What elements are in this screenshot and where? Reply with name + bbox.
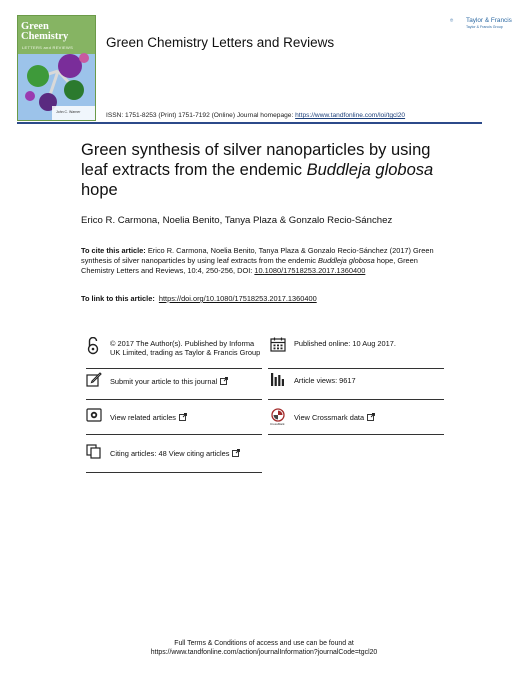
header-divider — [17, 122, 482, 124]
cover-subtitle: LETTERS and REVIEWS — [22, 45, 74, 50]
title-part2: hope — [81, 181, 118, 199]
related-articles-icon — [86, 408, 102, 423]
external-link-icon — [179, 413, 187, 421]
bar-chart-icon — [270, 372, 286, 387]
published-cell — [270, 337, 450, 357]
crossmark-cell[interactable] — [270, 408, 450, 428]
journal-name: Green Chemistry Letters and Reviews — [106, 35, 335, 50]
article-views-text: Article views: 9617 — [294, 376, 356, 385]
divider — [86, 399, 262, 400]
citation-label: To cite this article: — [81, 246, 146, 255]
cover-author: John C. Warner — [56, 110, 81, 114]
divider — [268, 399, 444, 400]
copyright-text: © 2017 The Author(s). Published by Informa UK Limited, trading as Taylor & Francis Group — [110, 339, 261, 357]
external-link-icon — [232, 449, 240, 457]
citing-articles-icon — [86, 444, 102, 459]
citing-articles-link[interactable]: Citing articles: 48 View citing articles — [110, 449, 230, 458]
open-access-icon — [86, 337, 100, 355]
footer — [0, 639, 528, 657]
edit-icon — [86, 372, 102, 387]
related-articles-cell[interactable] — [86, 408, 266, 428]
cover-title: Green Chemistry — [21, 21, 69, 42]
citation-text-1: Erico R. Carmona, Noelia Benito, Tanya Plaza & Gonzalo Recio-Sánchez (2017) Green synthesis of silver nanoparticles by using leaf extracts from the endemic — [81, 246, 434, 265]
title-part1: Green synthesis of silver nanoparticles by using leaf extracts from the endemic — [81, 141, 431, 179]
external-link-icon — [220, 377, 228, 385]
submit-article-cell[interactable] — [86, 372, 266, 392]
title-species: Buddleja globosa — [306, 161, 434, 179]
link-label: To link to this article: — [81, 294, 155, 303]
footer-terms-link[interactable]: https://www.tandfonline.com/action/journalInformation?journalCode=tgcl20 — [150, 649, 378, 656]
publisher-name: Taylor & Francis — [466, 17, 512, 24]
taylor-francis-logo-icon — [450, 14, 464, 28]
divider — [86, 368, 262, 369]
citing-articles-cell[interactable] — [86, 444, 286, 464]
issn-text: ISSN: 1751-8253 (Print) 1751-7192 (Online) Journal homepage: — [106, 112, 296, 119]
article-title — [81, 140, 451, 200]
article-url-link[interactable]: https://doi.org/10.1080/17518253.2017.1360400 — [158, 294, 317, 303]
related-articles-link[interactable]: View related articles — [110, 413, 176, 422]
journal-homepage-link[interactable]: https://www.tandfonline.com/loi/tgcl20 — [295, 112, 406, 119]
submit-article-link[interactable]: Submit your article to this journal — [110, 377, 218, 386]
article-authors: Erico R. Carmona, Noelia Benito, Tanya Plaza & Gonzalo Recio-Sánchez — [81, 215, 393, 226]
citation-text-2: hope, Green Chemistry Letters and Reviews, 10:4, 250-256, DOI: — [81, 256, 418, 275]
calendar-icon — [270, 337, 286, 352]
published-date: Published online: 10 Aug 2017. — [294, 339, 396, 348]
open-access-cell — [86, 337, 266, 367]
divider — [86, 434, 262, 435]
divider — [268, 368, 444, 369]
divider — [268, 434, 444, 435]
citation-block — [81, 246, 441, 276]
crossmark-link[interactable]: View Crossmark data — [294, 413, 365, 422]
footer-terms-text: Full Terms & Conditions of access and use can be found at — [174, 640, 354, 647]
citation-species: Buddleja globosa — [318, 256, 375, 265]
article-views-cell — [270, 372, 450, 392]
crossmark-icon-label: CrossMark — [270, 422, 285, 426]
article-link-line — [81, 294, 317, 303]
issn-line — [106, 112, 405, 119]
external-link-icon — [367, 413, 375, 421]
doi-link[interactable]: 10.1080/17518253.2017.1360400 — [254, 266, 366, 275]
divider — [86, 472, 262, 473]
journal-cover-image — [17, 15, 96, 121]
publisher-tagline: Taylor & Francis Group — [466, 25, 503, 29]
